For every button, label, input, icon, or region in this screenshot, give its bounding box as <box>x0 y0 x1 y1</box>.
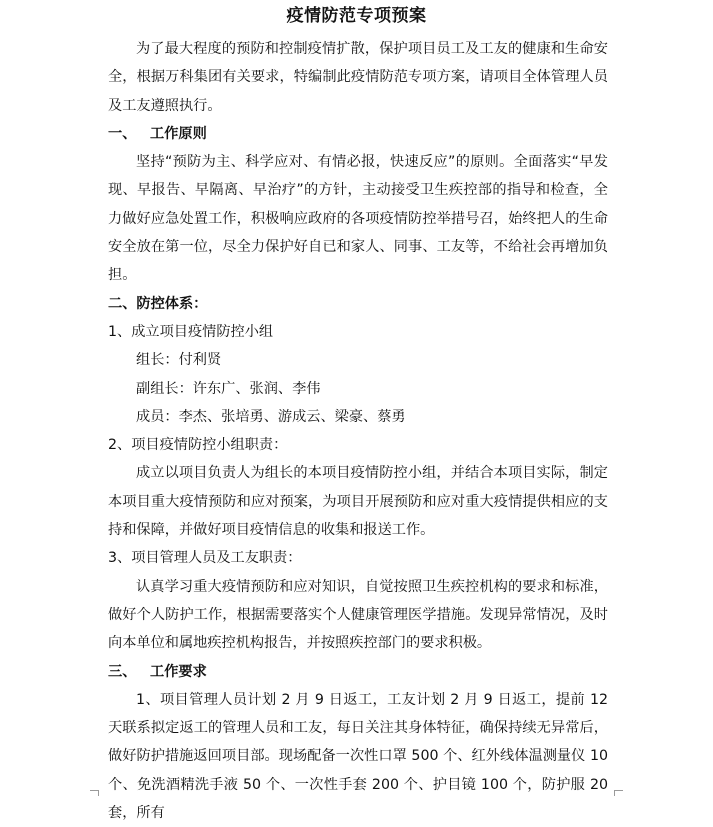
document-title: 疫情防范专项预案 <box>286 6 427 26</box>
section-1-number: 一、 <box>108 125 137 142</box>
section-3-number: 三、 <box>108 663 137 680</box>
section-2-heading: 二、防控体系： <box>108 295 208 312</box>
intro-paragraph: 为了最大程度的预防和控制疫情扩散，保护项目员工及工友的健康和生命安全，根据万科集团有关要求，特编制此疫情防范专项方案，请项目全体管理人员及工友遵照执行。 <box>108 41 608 114</box>
section-1-paragraph: 坚持“预防为主、科学应对、有情必报，快速反应”的原则。全面落实“早发现、早报告、早隔离、早治疗”的方针，主动接受卫生疾控部的指导和检查，全力做好应急处置工作，积极响应政府的各项疫情防控举措号召，始终把人的生命安全放在第一位，尽全力保护好自已和家人、同事、工友等，不给社会再增加负担。 <box>108 154 608 284</box>
item-2-title: 2、项目疫情防控小组职责： <box>108 437 288 454</box>
section-1-title: 工作原则 <box>150 125 207 142</box>
group-deputy: 副组长：许东广、张润、李伟 <box>136 380 321 397</box>
group-members: 成员：李杰、张培勇、游成云、梁豪、蔡勇 <box>136 408 406 425</box>
item-1-title: 1、成立项目疫情防控小组 <box>108 323 274 340</box>
item-3-paragraph: 认真学习重大疫情预防和应对知识，自觉按照卫生疾控机构的要求和标准，做好个人防护工作，根据需要落实个人健康管理医学措施。发现异常情况，及时向本单位和属地疾控机构报告，并按照疾控部门的要求积极。 <box>108 578 608 652</box>
section-3-heading <box>108 658 608 686</box>
group-leader: 组长：付利贤 <box>136 352 222 369</box>
item-3-title: 3、项目管理人员及工友职责： <box>108 550 302 567</box>
item-2-paragraph: 成立以项目负责人为组长的本项目疫情防控小组，并结合本项目实际，制定本项目重大疫情预防和应对预案，为项目开展预防和应对重大疫情提供相应的支持和保障，并做好项目疫情信息的收集和报送工作。 <box>108 465 608 539</box>
section-3-title: 工作要求 <box>150 663 207 680</box>
section-1-heading <box>108 120 608 148</box>
page-corner-mark-left <box>90 790 99 796</box>
document-body <box>108 35 608 827</box>
section-3-paragraph: 1、项目管理人员计划 2 月 9 日返工，工友计划 2 月 9 日返工，提前 12 天联系拟定返工的管理人员和工友，每日关注其身体特征，确保持续无异常后，做好防护措施返回项目部。现场配备一次性口罩 500 个、红外线体温测量仪 10 个、免洗酒精洗手液 50 个、一次性手套 200 个、护目镜 100 个，防护服 20 套，所有 <box>108 691 608 822</box>
page-corner-mark-right <box>614 790 623 796</box>
